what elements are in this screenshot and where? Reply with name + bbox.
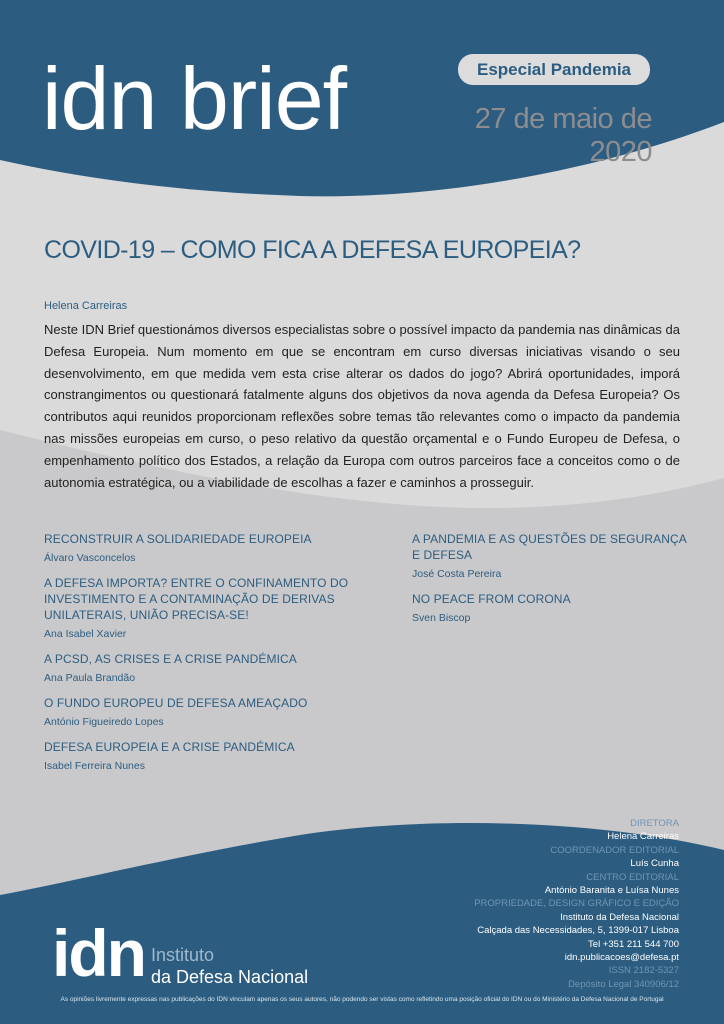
article-item[interactable] xyxy=(44,651,384,684)
page-title: COVID-19 – COMO FICA A DEFESA EUROPEIA? xyxy=(44,236,581,264)
article-item[interactable] xyxy=(412,531,692,580)
colophon-label: CENTRO EDITORIAL xyxy=(586,871,679,883)
institute-line-1: Instituto xyxy=(151,945,215,965)
article-item[interactable] xyxy=(412,591,692,624)
address-email[interactable]: idn.publicacoes@defesa.pt xyxy=(564,952,679,964)
institute-name xyxy=(151,944,308,988)
abstract-text: Neste IDN Brief questionámos diversos especialistas sobre o possível impacto da pandemia nas dinâmicas da Defesa Europeia. Num momento em que se encontram em curso diversas iniciativas visando o seu desenvolvimento, em que medida vem esta crise alterar os dados do jogo? Abrirá oportunidades, imporá constrangimentos ou questionará fatalmente alguns dos objetivos da nova agenda da Defesa Europeia? Os contributos aqui reunidos proporcionam reflexões sobre temas tão relevantes como o impacto da pandemia nas missões europeias em curso, o peso relativo da questão orçamental e o Fundo Europeu de Defesa, o empenhamento político dos Estados, a relação da Europa com outros parceiros face a conceitos como o de autonomia estratégica, ou a viabilidade de escolhas a fazer e caminhos a prosseguir. xyxy=(44,322,680,490)
colophon-label: PROPRIEDADE, DESIGN GRÁFICO E EDIÇÃO xyxy=(474,898,679,910)
article-item[interactable] xyxy=(44,695,384,728)
disclaimer: As opiniões livremente expressas nas publicações do IDN vinculam apenas os seus autores, não podendo ser vistas como refletindo uma posição oficial do IDN ou do Ministério da Defesa Nacional de Portugal xyxy=(60,996,664,1003)
article-item[interactable] xyxy=(44,575,384,640)
article-item[interactable] xyxy=(44,531,384,564)
colophon-value: António Baranita e Luísa Nunes xyxy=(544,885,679,897)
colophon-value: Luís Cunha xyxy=(630,858,679,870)
colophon-label: COORDENADOR EDITORIAL xyxy=(550,844,679,856)
article-title[interactable]: O FUNDO EUROPEU DE DEFESA AMEAÇADO xyxy=(44,696,308,710)
article-author: Isabel Ferreira Nunes xyxy=(44,760,145,772)
article-author: Sven Biscop xyxy=(412,612,471,624)
articles-left-column xyxy=(44,531,384,783)
special-badge: Especial Pandemia xyxy=(458,54,650,85)
address-phone: Tel +351 211 544 700 xyxy=(588,938,679,950)
article-author: Ana Paula Brandão xyxy=(44,672,136,684)
article-author: António Figueiredo Lopes xyxy=(44,716,164,728)
institute-line-2: da Defesa Nacional xyxy=(151,967,309,987)
colophon-value: Helena Carreiras xyxy=(607,831,679,843)
article-title[interactable]: NO PEACE FROM CORONA xyxy=(412,592,571,606)
legal-deposit: Depósito Legal 340906/12 xyxy=(568,978,679,990)
article-author: Álvaro Vasconcelos xyxy=(44,552,136,564)
colophon-value: Instituto da Defesa Nacional xyxy=(560,911,679,923)
address-street: Calçada das Necessidades, 5, 1399-017 Lisboa xyxy=(477,925,679,937)
colophon xyxy=(379,817,679,991)
article-title[interactable]: DEFESA EUROPEIA E A CRISE PANDÉMICA xyxy=(44,740,295,754)
article-title[interactable]: A PANDEMIA E AS QUESTÕES DE SEGURANÇA E DEFESA xyxy=(412,532,687,562)
issn: ISSN 2182-5327 xyxy=(608,965,679,977)
article-title[interactable]: RECONSTRUIR A SOLIDARIEDADE EUROPEIA xyxy=(44,532,312,546)
logo-idn: idn xyxy=(42,49,157,148)
colophon-label: DIRETORA xyxy=(630,818,679,829)
idn-footer-logo: idn xyxy=(52,916,145,990)
logo-brief: brief xyxy=(179,49,347,148)
articles-right-column xyxy=(412,531,692,635)
idn-brief-logo xyxy=(42,49,347,148)
article-author: Ana Isabel Xavier xyxy=(44,628,127,640)
article-title[interactable]: A DEFESA IMPORTA? ENTRE O CONFINAMENTO DO INVESTIMENTO E A CONTAMINAÇÃO DE DERIVAS UNILATERAIS, UNIÃO PRECISA-SE! xyxy=(44,576,349,622)
publication-date: 27 de maio de 2020 xyxy=(474,103,652,168)
article-item[interactable] xyxy=(44,739,384,772)
article-title[interactable]: A PCSD, AS CRISES E A CRISE PANDÉMICA xyxy=(44,652,297,666)
main-author: Helena Carreiras xyxy=(44,300,128,312)
article-author: José Costa Pereira xyxy=(412,568,502,580)
